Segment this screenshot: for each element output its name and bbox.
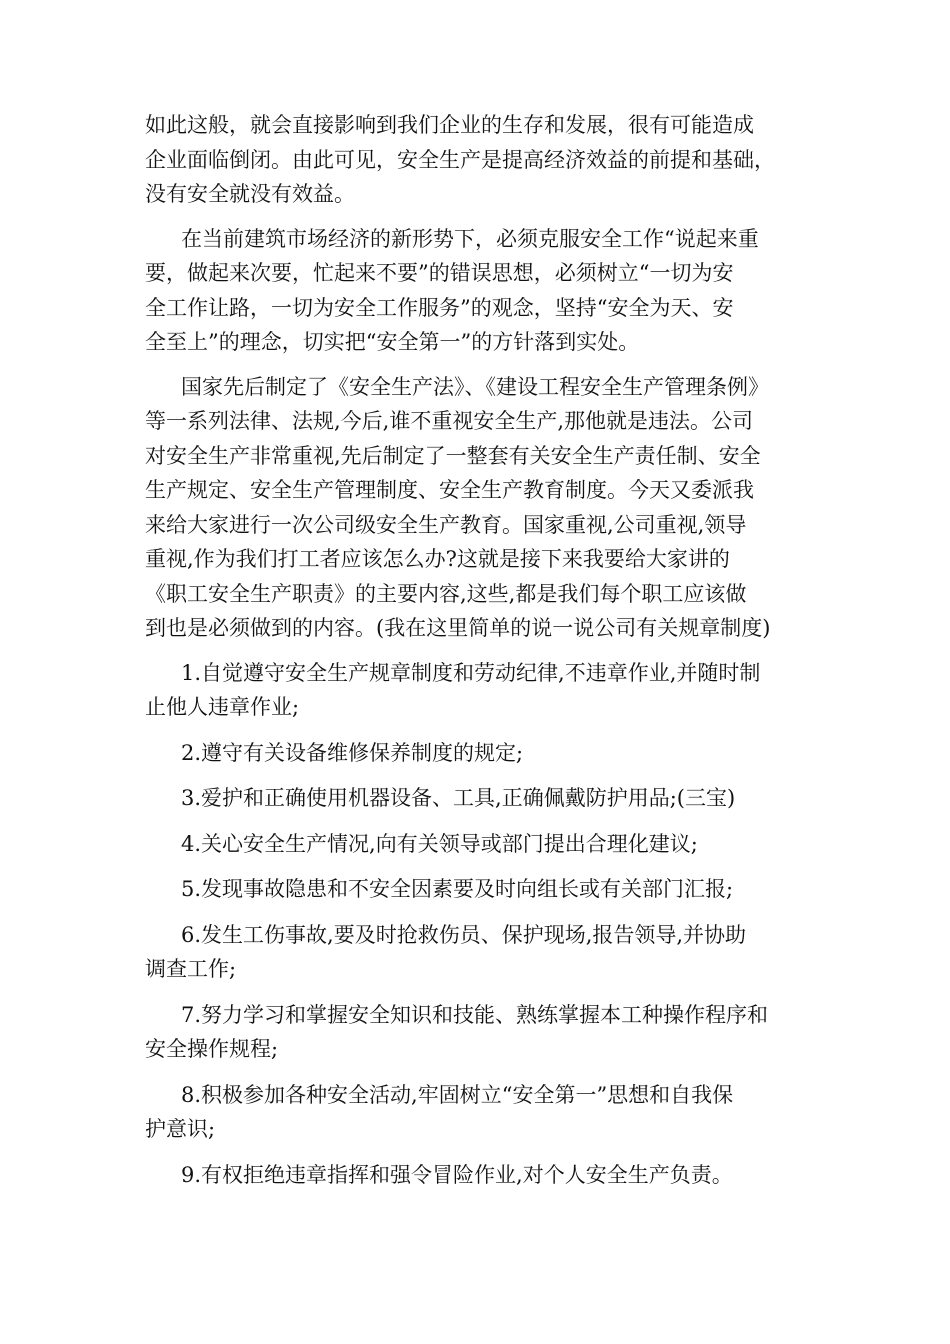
text-line: 1.自觉遵守安全生产规章制度和劳动纪律,不违章作业,并随时制 (181, 660, 761, 685)
list-item (145, 781, 810, 816)
text-line: 没有安全就没有效益。 (145, 182, 355, 206)
list-item (145, 998, 810, 1067)
text-line: 调查工作; (145, 957, 237, 981)
list-item (145, 1158, 810, 1193)
text-line: 等一系列法律、法规,今后,谁不重视安全生产,那他就是违法。公司 (145, 409, 754, 433)
list-item (145, 918, 810, 987)
text-line: 到也是必须做到的内容。(我在这里简单的说一说公司有关规章制度) (145, 616, 771, 640)
text-line: 生产规定、安全生产管理制度、安全生产教育制度。今天又委派我 (145, 478, 754, 502)
text-line: 要，做起来次要，忙起来不要”的错误思想，必须树立“一切为安 (145, 261, 734, 285)
paragraph-law (145, 370, 810, 646)
text-line: 对安全生产非常重视,先后制定了一整套有关安全生产责任制、安全 (145, 443, 761, 468)
text-line: 全工作让路，一切为安全工作服务”的观念，坚持“安全为天、安 (145, 295, 734, 320)
text-line: 8.积极参加各种安全活动,牢固树立“安全第一”思想和自我保 (181, 1082, 734, 1107)
text-line: 全至上”的理念，切实把“安全第一”的方针落到实处。 (145, 330, 640, 354)
text-line: 在当前建筑市场经济的新形势下，必须克服安全工作“说起来重 (181, 226, 759, 251)
text-line: 如此这般，就会直接影响到我们企业的生存和发展，很有可能造成 (145, 113, 754, 137)
text-line: 7.努力学习和掌握安全知识和技能、熟练掌握本工种操作程序和 (181, 1002, 769, 1027)
list-item (145, 1078, 810, 1147)
list-item (145, 827, 810, 862)
text-line: 企业面临倒闭。由此可见，安全生产是提高经济效益的前提和基础， (145, 147, 775, 172)
text-line: 6.发生工伤事故,要及时抢救伤员、保护现场,报告领导,并协助 (181, 922, 747, 947)
list-item (145, 872, 810, 907)
paragraph-market (145, 222, 810, 360)
text-line: 安全操作规程; (145, 1037, 279, 1061)
text-line: 5.发现事故隐患和不安全因素要及时向组长或有关部门汇报; (181, 877, 734, 901)
text-line: 3.爱护和正确使用机器设备、工具,正确佩戴防护用品;(三宝) (181, 786, 736, 810)
text-line: 护意识; (145, 1117, 216, 1141)
text-line: 4.关心安全生产情况,向有关领导或部门提出合理化建议; (181, 831, 698, 856)
text-line: 国家先后制定了《安全生产法》、《建设工程安全生产管理条例》 (181, 374, 769, 399)
text-line: 止他人违章作业; (145, 695, 300, 719)
text-line: 2.遵守有关设备维修保养制度的规定; (181, 740, 524, 765)
text-line: 来给大家进行一次公司级安全生产教育。国家重视,公司重视,领导 (145, 512, 747, 537)
text-line: 重视,作为我们打工者应该怎么办?这就是接下来我要给大家讲的 (145, 547, 730, 571)
document-page (145, 108, 810, 1203)
paragraph-intro (145, 108, 810, 212)
text-line: 《职工安全生产职责》的主要内容,这些,都是我们每个职工应该做 (145, 581, 747, 606)
text-line: 9.有权拒绝违章指挥和强令冒险作业,对个人安全生产负责。 (181, 1162, 733, 1187)
list-item (145, 736, 810, 771)
list-item (145, 656, 810, 725)
